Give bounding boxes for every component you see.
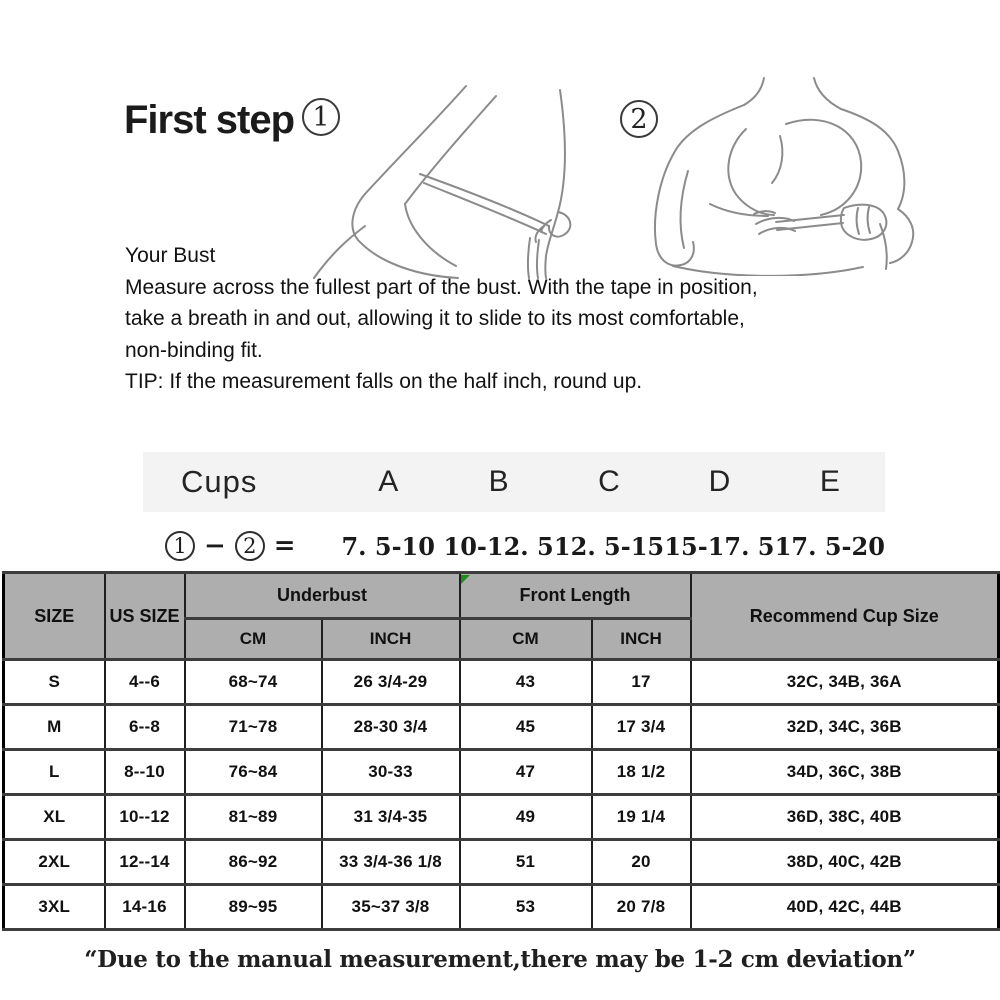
col-header-underbust-inch: INCH <box>322 619 460 660</box>
first-step-heading: First step <box>124 98 295 142</box>
cell-frontlength-inch: 17 <box>592 660 691 705</box>
cell-frontlength-cm: 47 <box>460 750 592 795</box>
cell-frontlength-inch: 19 1/4 <box>592 795 691 840</box>
cup-range-c: 12. 5-15 <box>553 531 665 561</box>
table-row-2xl <box>4 840 999 885</box>
cell-underbust-cm: 71~78 <box>185 705 322 750</box>
cup-letter-c: C <box>598 465 620 498</box>
cup-letter-a: A <box>378 465 399 498</box>
cell-us-size: 10--12 <box>105 795 185 840</box>
formula-step-1-number: 1 <box>173 534 187 558</box>
size-chart-table <box>2 571 1000 931</box>
bust-instructions <box>125 240 758 398</box>
cell-cup-size: 34D, 36C, 38B <box>691 750 999 795</box>
col-header-underbust: Underbust <box>185 573 460 619</box>
cell-size: M <box>4 705 105 750</box>
step-1-number: 1 <box>312 101 330 133</box>
cell-underbust-inch: 31 3/4-35 <box>322 795 460 840</box>
cell-cup-size: 36D, 38C, 40B <box>691 795 999 840</box>
cell-cup-size: 40D, 42C, 44B <box>691 885 999 930</box>
table-row-s <box>4 660 999 705</box>
table-row-xl <box>4 795 999 840</box>
cell-frontlength-cm: 43 <box>460 660 592 705</box>
cell-size: 3XL <box>4 885 105 930</box>
cell-size: L <box>4 750 105 795</box>
cell-cup-size: 38D, 40C, 42B <box>691 840 999 885</box>
cell-underbust-cm: 81~89 <box>185 795 322 840</box>
cell-frontlength-cm: 45 <box>460 705 592 750</box>
cup-range-e: 17. 5-20 <box>774 531 885 561</box>
cell-underbust-cm: 76~84 <box>185 750 322 795</box>
cell-underbust-cm: 68~74 <box>185 660 322 705</box>
instruction-line: TIP: If the measurement falls on the half inch, round up. <box>125 370 643 393</box>
cell-frontlength-cm: 49 <box>460 795 592 840</box>
cup-letter-b: B <box>488 465 509 498</box>
cell-corner-marker-icon <box>461 575 470 584</box>
table-row-l <box>4 750 999 795</box>
cell-frontlength-inch: 20 <box>592 840 691 885</box>
cups-header-band <box>143 452 885 512</box>
cell-frontlength-cm: 53 <box>460 885 592 930</box>
cell-frontlength-inch: 17 3/4 <box>592 705 691 750</box>
cell-underbust-inch: 28-30 3/4 <box>322 705 460 750</box>
cell-frontlength-cm: 51 <box>460 840 592 885</box>
col-header-size: SIZE <box>4 573 105 660</box>
formula-step-1-badge <box>165 531 195 561</box>
cell-underbust-cm: 86~92 <box>185 840 322 885</box>
cell-underbust-inch: 35~37 3/8 <box>322 885 460 930</box>
cell-us-size: 4--6 <box>105 660 185 705</box>
measurement-deviation-note: “Due to the manual measurement,there may be 1-2 cm deviation” <box>84 946 916 973</box>
cell-size: XL <box>4 795 105 840</box>
cell-us-size: 14-16 <box>105 885 185 930</box>
instruction-line: Measure across the fullest part of the bust. With the tape in position, <box>125 275 758 299</box>
col-header-frontlength-inch: INCH <box>592 619 691 660</box>
cell-underbust-inch: 26 3/4-29 <box>322 660 460 705</box>
cups-label: Cups <box>181 464 258 499</box>
col-header-underbust-cm: CM <box>185 619 322 660</box>
table-row-m <box>4 705 999 750</box>
col-header-us-size: US SIZE <box>105 573 185 660</box>
cell-underbust-cm: 89~95 <box>185 885 322 930</box>
cup-formula-row <box>143 524 885 568</box>
formula-step-2-badge <box>235 531 265 561</box>
formula-step-2-number: 2 <box>243 534 257 558</box>
col-header-frontlength-cm: CM <box>460 619 592 660</box>
cup-range-d: 15-17. 5 <box>664 531 775 561</box>
table-row-3xl <box>4 885 999 930</box>
col-header-recommend-cup: Recommend Cup Size <box>691 573 999 660</box>
instruction-line: take a breath in and out, allowing it to slide to its most comfortable, <box>125 307 745 330</box>
cup-range-b: 10-12. 5 <box>443 531 554 561</box>
step-2-number: 2 <box>630 103 648 135</box>
instruction-line: Your Bust <box>125 244 216 267</box>
cell-underbust-inch: 33 3/4-36 1/8 <box>322 840 460 885</box>
cell-us-size: 12--14 <box>105 840 185 885</box>
cell-frontlength-inch: 18 1/2 <box>592 750 691 795</box>
cell-size: S <box>4 660 105 705</box>
cell-us-size: 6--8 <box>105 705 185 750</box>
cell-frontlength-inch: 20 7/8 <box>592 885 691 930</box>
cell-us-size: 8--10 <box>105 750 185 795</box>
cup-letter-e: E <box>819 465 840 498</box>
cup-letter-d: D <box>708 465 731 498</box>
cell-cup-size: 32D, 34C, 36B <box>691 705 999 750</box>
cell-underbust-inch: 30-33 <box>322 750 460 795</box>
instruction-line: non-binding fit. <box>125 338 263 362</box>
minus-sign: − <box>204 531 226 561</box>
cell-cup-size: 32C, 34B, 36A <box>691 660 999 705</box>
col-header-front-length: Front Length <box>460 573 691 619</box>
cell-size: 2XL <box>4 840 105 885</box>
cup-range-a: 7. 5-10 <box>341 531 435 561</box>
equals-sign: = <box>273 531 296 561</box>
cup-formula <box>143 531 333 561</box>
